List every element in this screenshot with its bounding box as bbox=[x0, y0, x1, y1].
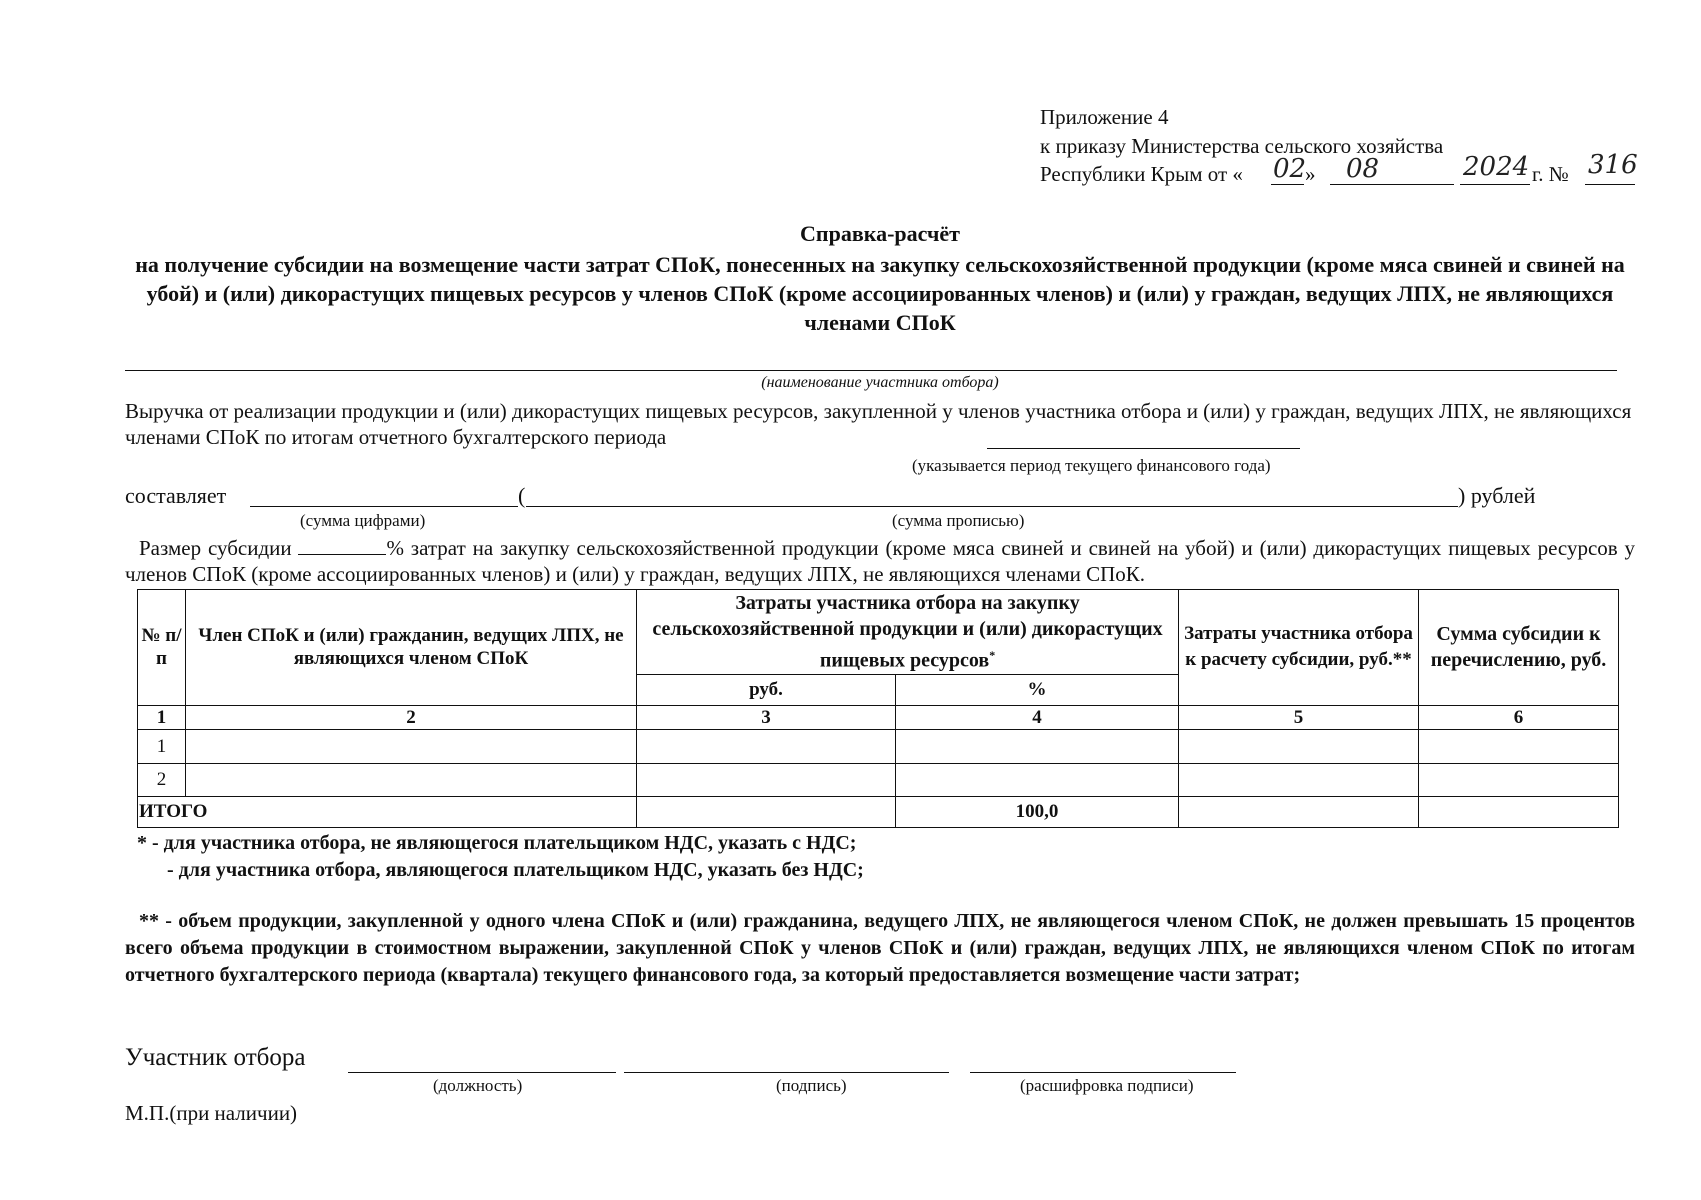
footnote-2: - для участника отбора, являющегося плательщиком НДС, указать без НДС; bbox=[167, 859, 864, 881]
header-costs-text: Затраты участника отбора на закупку сельскохозяйственной продукции и (или) дикорастущих пищевых ресурсов bbox=[652, 592, 1163, 672]
year-handwritten: 2024 bbox=[1463, 152, 1530, 182]
row-number: 1 bbox=[138, 729, 186, 763]
sign-caption: (подпись) bbox=[776, 1076, 847, 1095]
month-handwritten: 08 bbox=[1346, 154, 1380, 184]
signature-line bbox=[624, 1072, 949, 1073]
table-row bbox=[138, 763, 1619, 796]
appendix-date-prefix: Республики Крым от « bbox=[1040, 162, 1243, 186]
amount-label: составляет bbox=[125, 483, 227, 508]
col-number-3: 3 bbox=[637, 705, 896, 729]
header-rub: руб. bbox=[637, 674, 896, 705]
cell-calc bbox=[1179, 729, 1419, 763]
amount-open-paren: ( bbox=[518, 483, 526, 508]
col-number-4: 4 bbox=[896, 705, 1179, 729]
month-line bbox=[1330, 184, 1454, 185]
header-pct: % bbox=[896, 674, 1179, 705]
header-number: № п/п bbox=[138, 590, 186, 706]
total-rub bbox=[637, 796, 896, 827]
number-handwritten: 316 bbox=[1588, 150, 1638, 180]
header-calc: Затраты участника отбора к расчету субсидии, руб.** bbox=[1179, 590, 1419, 706]
footnote-1: * - для участника отбора, не являющегося плательщиком НДС, указать с НДС; bbox=[137, 832, 857, 854]
quote-close: » bbox=[1305, 162, 1316, 186]
cell-member bbox=[186, 763, 637, 796]
position-line bbox=[348, 1072, 616, 1073]
participant-name-line bbox=[125, 370, 1617, 371]
subsidy-text bbox=[125, 535, 1635, 587]
subsidy-rest: % затрат на закупку сельскохозяйственной продукции (кроме мяса свиней и свиней на убой) и (или) дикорастущих пищевых ресурсов у членов СПоК (кроме ассоциированных членов) и (или) у граждан, ведущих ЛПХ, не являющихся членами СПоК. bbox=[125, 536, 1636, 586]
number-prefix: г. № bbox=[1532, 162, 1569, 186]
total-label: ИТОГО bbox=[138, 796, 637, 827]
amount-words-line bbox=[526, 506, 1458, 507]
decode-line bbox=[970, 1072, 1236, 1073]
participant-caption: (наименование участника отбора) bbox=[761, 374, 999, 391]
appendix-label: Приложение 4 bbox=[1040, 105, 1169, 129]
number-line bbox=[1585, 184, 1635, 185]
document-title: Справка-расчёт bbox=[800, 221, 960, 246]
subsidy-prefix: Размер субсидии bbox=[139, 536, 292, 560]
col-number-6: 6 bbox=[1419, 705, 1619, 729]
col-number-5: 5 bbox=[1179, 705, 1419, 729]
amount-words-caption: (сумма прописью) bbox=[892, 511, 1025, 530]
cell-pct bbox=[896, 729, 1179, 763]
decode-caption: (расшифровка подписи) bbox=[1020, 1076, 1194, 1095]
total-calc bbox=[1179, 796, 1419, 827]
col-number-1: 1 bbox=[138, 705, 186, 729]
cell-pct bbox=[896, 763, 1179, 796]
calculation-table bbox=[137, 589, 1619, 828]
footnote-3: ** - объем продукции, закупленной у одного члена СПоК и (или) гражданина, ведущего ЛПХ, не являющегося членом СПоК, не должен превышать 15 процентов всего объема продукции в стоимостном выражении, закупленной СПоК у членов СПоК и (или) граждан, ведущих ЛПХ, не являющихся членом СПоК по итогам отчетного бухгалтерского периода (квартала) текущего финансового года, за который предоставляется возмещение части затрат; bbox=[125, 910, 1635, 986]
cell-rub bbox=[637, 763, 896, 796]
amount-close: ) рублей bbox=[1458, 483, 1536, 508]
period-line bbox=[987, 448, 1300, 449]
total-sum bbox=[1419, 796, 1619, 827]
year-line bbox=[1460, 184, 1530, 185]
revenue-text: Выручка от реализации продукции и (или) дикорастущих пищевых ресурсов, закупленной у членов участника отбора и (или) у граждан, ведущих ЛПХ, не являющихся членами СПоК по итогам отчетного бухгалтерского периода bbox=[125, 399, 1632, 449]
header-sum: Сумма субсидии к перечислению, руб. bbox=[1419, 590, 1619, 706]
signature-label: Участник отбора bbox=[125, 1044, 306, 1071]
cell-sum bbox=[1419, 763, 1619, 796]
subsidy-percent-blank bbox=[298, 536, 386, 555]
header-costs-mark: * bbox=[989, 648, 996, 662]
amount-digits-caption: (сумма цифрами) bbox=[300, 511, 426, 530]
cell-rub bbox=[637, 729, 896, 763]
header-costs bbox=[637, 590, 1179, 675]
row-number: 2 bbox=[138, 763, 186, 796]
total-pct: 100,0 bbox=[896, 796, 1179, 827]
amount-digits-line bbox=[250, 506, 518, 507]
stamp-label: М.П.(при наличии) bbox=[125, 1101, 298, 1125]
total-row bbox=[138, 796, 1619, 827]
day-handwritten: 02 bbox=[1273, 154, 1307, 184]
day-line bbox=[1271, 184, 1304, 185]
position-caption: (должность) bbox=[433, 1076, 523, 1095]
header-member: Член СПоК и (или) гражданин, ведущих ЛПХ, не являющихся членом СПоК bbox=[186, 590, 637, 706]
document-subtitle: на получение субсидии на возмещение части затрат СПоК, понесенных на закупку сельскохозяйственной продукции (кроме мяса свиней и свиней на убой) и (или) дикорастущих пищевых ресурсов у членов СПоК (кроме ассоциированных членов) и (или) у граждан, ведущих ЛПХ, не являющихся членами СПоК bbox=[135, 252, 1625, 335]
cell-member bbox=[186, 729, 637, 763]
col-number-2: 2 bbox=[186, 705, 637, 729]
appendix-order-line: к приказу Министерства сельского хозяйства bbox=[1040, 134, 1444, 158]
period-caption: (указывается период текущего финансового года) bbox=[912, 456, 1271, 475]
cell-sum bbox=[1419, 729, 1619, 763]
cell-calc bbox=[1179, 763, 1419, 796]
table-row bbox=[138, 729, 1619, 763]
